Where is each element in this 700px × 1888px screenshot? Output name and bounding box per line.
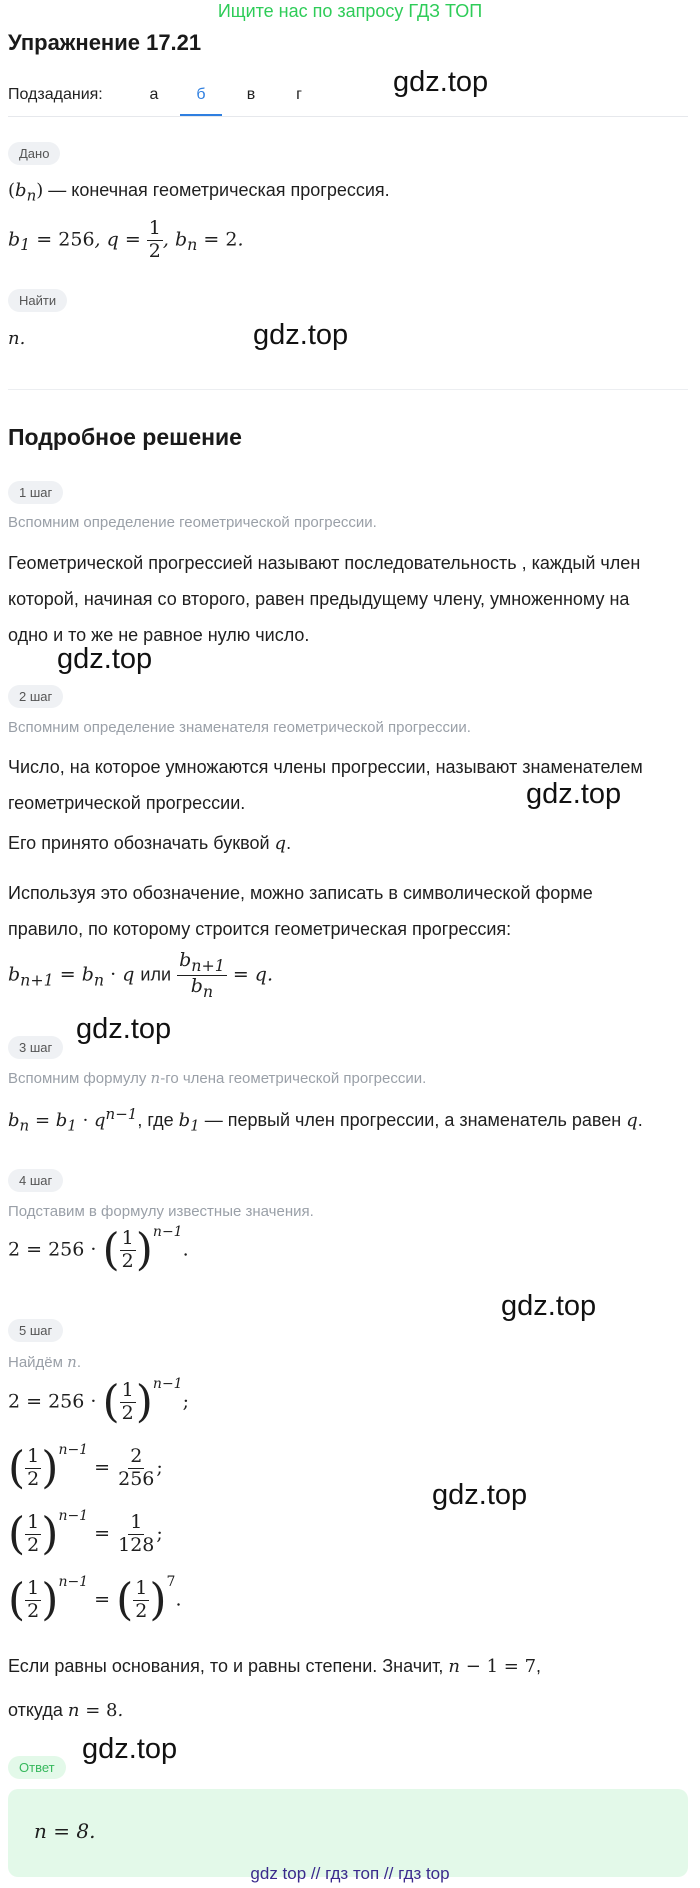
find-chip: Найти: [8, 289, 67, 312]
step-1-hint: Вспомним определение геометрической прогрессии.: [8, 514, 377, 531]
given-bn: 2: [225, 228, 238, 251]
step-2-text2: Его принято обозначать буквой q.: [8, 833, 292, 854]
watermark: gdz.top: [76, 1013, 172, 1045]
tab-b[interactable]: б: [180, 86, 222, 116]
watermark: gdz.top: [501, 1290, 597, 1322]
step-3-hint-post: -го члена геометрической прогрессии.: [160, 1070, 427, 1087]
step-4-hint: Подставим в формулу известные значения.: [8, 1203, 314, 1220]
step-5-conclusion: Если равны основания, то и равны степени. Значит, n − 1 = 7,: [8, 1656, 542, 1677]
search-banner: Ищите нас по запросу ГДЗ ТОП: [217, 1, 483, 21]
watermark: gdz.top: [393, 66, 489, 98]
step-2-hint: Вспомним определение знаменателя геометрической прогрессии.: [8, 719, 471, 736]
tab-g[interactable]: г: [296, 86, 302, 103]
given-q-den: 2: [148, 239, 161, 262]
watermark: gdz.top: [57, 643, 153, 675]
watermark: gdz.top: [432, 1479, 528, 1511]
step-5-eq-3: ( $\frac{1}{2}$ )$^{n-1}$ = $\frac{1}{128}$ ;: [8, 1508, 163, 1560]
step-2-chip: 2 шаг: [8, 685, 63, 708]
step-5-chip: 5 шаг: [8, 1319, 63, 1342]
step-4-chip: 4 шаг: [8, 1169, 63, 1192]
step-5-whence-text: откуда: [8, 1700, 63, 1720]
step-5-hint: Найдём n.: [8, 1353, 81, 1371]
tab-v[interactable]: в: [246, 86, 256, 103]
tab-a[interactable]: а: [149, 86, 159, 103]
given-q-num: 1: [148, 217, 161, 239]
divider: [8, 389, 688, 390]
answer-chip: Ответ: [8, 1756, 66, 1779]
step-2-or: или: [140, 964, 172, 985]
step-5-eq-2: ( $\frac{1}{2}$ )$^{n-1}$ = $\frac{2}{256}$ ;: [8, 1442, 163, 1494]
step-3-formula: $b_n = b_1 \cdot q^{n-1}$, где $b_1$ — первый член прогрессии, а знаменатель равен q.: [8, 1105, 643, 1135]
step-5-conclusion-text: Если равны основания, то и равны степени. Значит,: [8, 1656, 444, 1676]
watermark: gdz.top: [82, 1733, 178, 1765]
answer-value: n = 8.: [34, 1819, 96, 1843]
subtasks-label: Подзадания:: [8, 86, 103, 103]
step-2-text3: Используя это обозначение, можно записать в символической форме правило, по которому строится геометрическая прогрессия:: [8, 883, 593, 939]
step-5-eq-1: 2 = 256 · ( $\frac{1}{2}$ )$^{n-1}$;: [8, 1376, 189, 1428]
step-3-chip: 3 шаг: [8, 1036, 63, 1059]
footer-links[interactable]: gdz top // гдз топ // гдз top: [250, 1864, 450, 1883]
step-5-eq-4: ( $\frac{1}{2}$ )$^{n-1}$ = ( $\frac{1}{2}$ )$^7$.: [8, 1574, 182, 1626]
step-1-text: Геометрической прогрессией называют последовательность , каждый член которой, начиная со второго, равен предыдущему члену, умноженному на одно и то же не равное нулю число.: [8, 553, 641, 645]
step-3-hint-pre: Вспомним формулу: [8, 1070, 147, 1087]
given-chip: Дано: [8, 142, 60, 165]
given-line-1: $(b_n)$ — конечная геометрическая прогрессия.: [8, 180, 390, 205]
given-b1: 256: [58, 228, 95, 251]
subtasks-bar: [8, 84, 688, 117]
step-2-text2-label: Его принято обозначать буквой: [8, 833, 270, 853]
step-3-hint: Вспомним формулу n-го члена геометрической прогрессии.: [8, 1069, 427, 1087]
page-title: Упражнение 17.21: [8, 30, 202, 55]
step-4-formula: 2 = 256 · ( $\frac{1}{2}$ )$^{n-1}$.: [8, 1224, 189, 1276]
step-5-whence: откуда n = 8.: [8, 1700, 124, 1721]
step-2-formula: $b_{n+1} = b_n \cdot q$ или $\frac{b_{n+1}}{b_n}$ = q.: [8, 949, 274, 1001]
step-1-chip: 1 шаг: [8, 481, 63, 504]
solution-title: Подробное решение: [8, 424, 242, 450]
step-3-text-mid: — первый член прогрессии, а знаменатель равен: [204, 1110, 622, 1130]
given-line-2: $b_1 = 256$, q = $\frac{1}{2}$ , $b_n = 2$.: [8, 217, 244, 262]
given-line-1-text: — конечная геометрическая прогрессия.: [48, 180, 390, 200]
find-value: n.: [8, 328, 26, 349]
watermark: gdz.top: [526, 778, 622, 810]
step-5-hint-label: Найдём: [8, 1354, 63, 1371]
step-3-where: , где: [137, 1110, 174, 1130]
watermark: gdz.top: [253, 319, 349, 351]
step-2-text: Число, на которое умножаются члены прогрессии, называют знаменателем геометрической прогрессии.: [8, 757, 643, 813]
